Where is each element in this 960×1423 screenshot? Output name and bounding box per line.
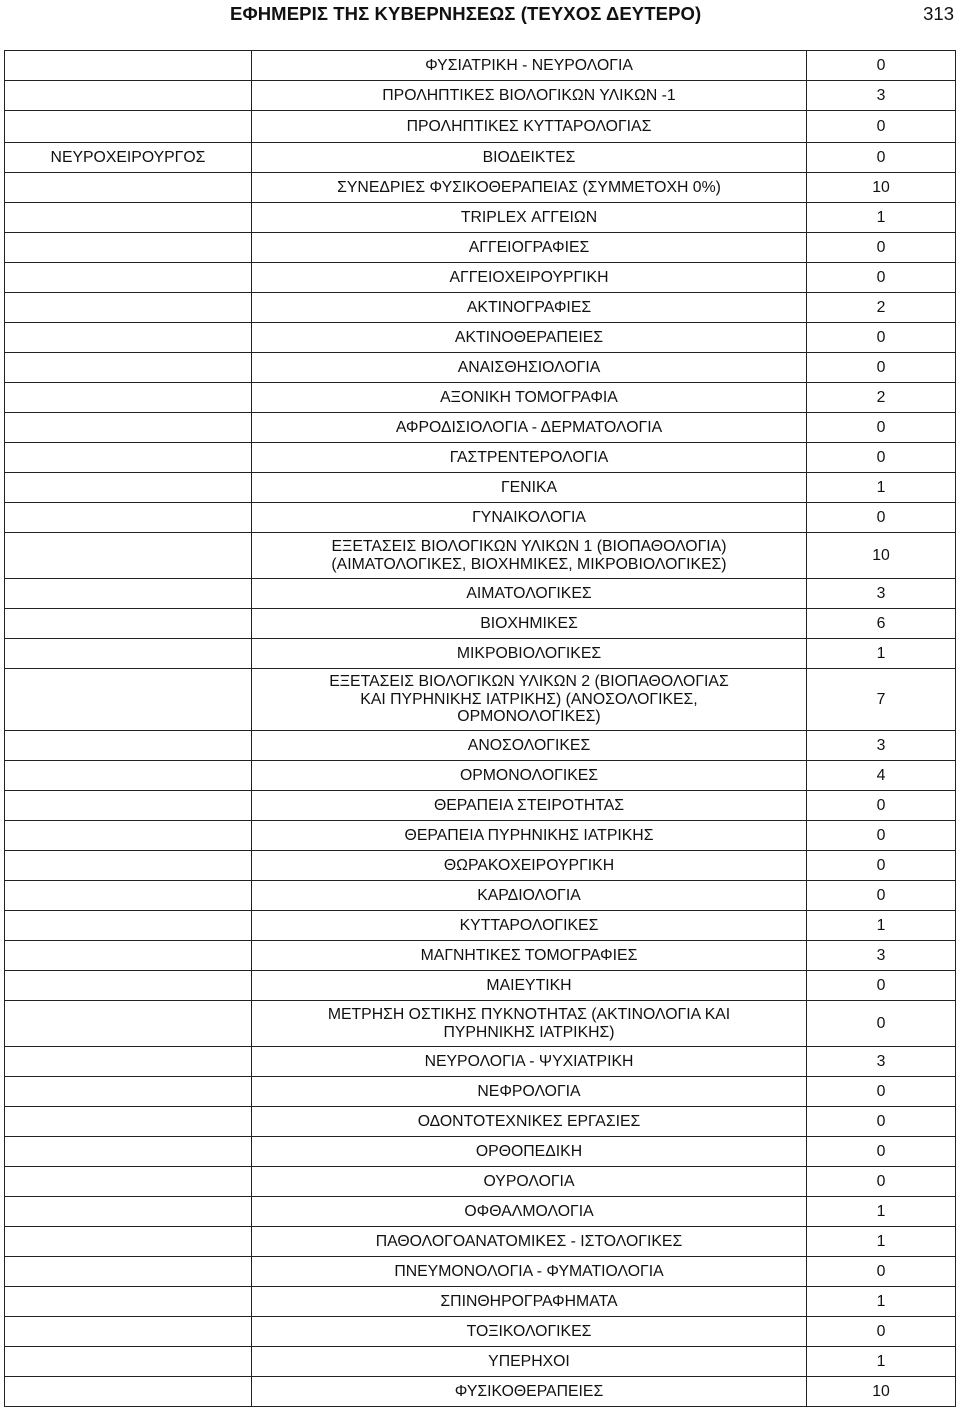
exam-allocation-table	[4, 50, 956, 1407]
table-row	[5, 791, 956, 821]
table-row	[5, 1107, 956, 1137]
exam-cell: ΝΕΥΡΟΛΟΓΙΑ - ΨΥΧΙΑΤΡΙΚΗ	[252, 1047, 807, 1077]
table-row	[5, 233, 956, 263]
table-row	[5, 1001, 956, 1047]
exam-cell: ΣΠΙΝΘΗΡΟΓΡΑΦΗΜΑΤΑ	[252, 1287, 807, 1317]
value-cell: 0	[807, 851, 956, 881]
table-row	[5, 413, 956, 443]
value-cell: 1	[807, 1287, 956, 1317]
value-cell: 0	[807, 821, 956, 851]
exam-cell: ΘΕΡΑΠΕΙΑ ΣΤΕΙΡΟΤΗΤΑΣ	[252, 791, 807, 821]
table-row	[5, 323, 956, 353]
value-cell: 1	[807, 911, 956, 941]
value-cell: 0	[807, 1107, 956, 1137]
specialty-cell	[5, 911, 252, 941]
specialty-cell	[5, 263, 252, 293]
specialty-cell: ΝΕΥΡΟΧΕΙΡΟΥΡΓΟΣ	[5, 143, 252, 173]
exam-cell: TRIPLEX ΑΓΓΕΙΩΝ	[252, 203, 807, 233]
value-cell: 0	[807, 353, 956, 383]
value-cell: 3	[807, 579, 956, 609]
value-cell: 0	[807, 1317, 956, 1347]
specialty-cell	[5, 1047, 252, 1077]
table-row	[5, 731, 956, 761]
value-cell: 3	[807, 941, 956, 971]
exam-cell: ΣΥΝΕΔΡΙΕΣ ΦΥΣΙΚΟΘΕΡΑΠΕΙΑΣ (ΣΥΜΜΕΤΟΧΗ 0%)	[252, 173, 807, 203]
exam-cell: ΑΝΑΙΣΘΗΣΙΟΛΟΓΙΑ	[252, 353, 807, 383]
specialty-cell	[5, 443, 252, 473]
exam-cell: ΝΕΦΡΟΛΟΓΙΑ	[252, 1077, 807, 1107]
specialty-cell	[5, 609, 252, 639]
specialty-cell	[5, 353, 252, 383]
value-cell: 0	[807, 791, 956, 821]
specialty-cell	[5, 1001, 252, 1047]
table-body	[5, 51, 956, 1407]
table-row	[5, 533, 956, 579]
specialty-cell	[5, 323, 252, 353]
table-row	[5, 173, 956, 203]
value-cell: 1	[807, 1347, 956, 1377]
value-cell: 0	[807, 323, 956, 353]
specialty-cell	[5, 1257, 252, 1287]
specialty-cell	[5, 1197, 252, 1227]
table-row	[5, 443, 956, 473]
specialty-cell	[5, 761, 252, 791]
specialty-cell	[5, 1167, 252, 1197]
specialty-cell	[5, 203, 252, 233]
table-row	[5, 1167, 956, 1197]
exam-cell: ΑΚΤΙΝΟΘΕΡΑΠΕΙΕΣ	[252, 323, 807, 353]
exam-cell: ΑΚΤΙΝΟΓΡΑΦΙΕΣ	[252, 293, 807, 323]
value-cell: 3	[807, 1047, 956, 1077]
value-cell: 2	[807, 383, 956, 413]
exam-cell: ΟΡΜΟΝΟΛΟΓΙΚΕΣ	[252, 761, 807, 791]
table-row	[5, 51, 956, 81]
exam-cell: ΜΕΤΡΗΣΗ ΟΣΤΙΚΗΣ ΠΥΚΝΟΤΗΤΑΣ (ΑΚΤΙΝΟΛΟΓΙΑ ΚΑΙ ΠΥΡΗΝΙΚΗΣ ΙΑΤΡΙΚΗΣ)	[252, 1001, 807, 1047]
exam-cell: ΠΝΕΥΜΟΝΟΛΟΓΙΑ - ΦΥΜΑΤΙΟΛΟΓΙΑ	[252, 1257, 807, 1287]
exam-cell: ΑΙΜΑΤΟΛΟΓΙΚΕΣ	[252, 579, 807, 609]
exam-cell: ΤΟΞΙΚΟΛΟΓΙΚΕΣ	[252, 1317, 807, 1347]
page-header	[0, 0, 960, 34]
table-row	[5, 353, 956, 383]
specialty-cell	[5, 1077, 252, 1107]
specialty-cell	[5, 821, 252, 851]
value-cell: 1	[807, 1227, 956, 1257]
table-row	[5, 1287, 956, 1317]
specialty-cell	[5, 383, 252, 413]
specialty-cell	[5, 173, 252, 203]
table-row	[5, 1137, 956, 1167]
value-cell: 0	[807, 881, 956, 911]
table-row	[5, 81, 956, 111]
value-cell: 0	[807, 1137, 956, 1167]
table-row	[5, 293, 956, 323]
table-row	[5, 851, 956, 881]
specialty-cell	[5, 111, 252, 143]
exam-cell: ΓΥΝΑΙΚΟΛΟΓΙΑ	[252, 503, 807, 533]
value-cell: 1	[807, 639, 956, 669]
table-row	[5, 383, 956, 413]
specialty-cell	[5, 971, 252, 1001]
table-row	[5, 1317, 956, 1347]
table-row	[5, 669, 956, 731]
specialty-cell	[5, 791, 252, 821]
exam-cell: ΘΕΡΑΠΕΙΑ ΠΥΡΗΝΙΚΗΣ ΙΑΤΡΙΚΗΣ	[252, 821, 807, 851]
exam-cell: ΦΥΣΙΚΟΘΕΡΑΠΕΙΕΣ	[252, 1377, 807, 1407]
specialty-cell	[5, 1347, 252, 1377]
table-row	[5, 609, 956, 639]
exam-cell: ΥΠΕΡΗΧΟΙ	[252, 1347, 807, 1377]
value-cell: 0	[807, 503, 956, 533]
exam-cell: ΜΑΙΕΥΤΙΚΗ	[252, 971, 807, 1001]
exam-cell: ΟΡΘΟΠΕΔΙΚΗ	[252, 1137, 807, 1167]
value-cell: 0	[807, 971, 956, 1001]
table-row	[5, 1047, 956, 1077]
table-row	[5, 639, 956, 669]
table-row	[5, 111, 956, 143]
specialty-cell	[5, 1377, 252, 1407]
exam-cell: ΑΦΡΟΔΙΣΙΟΛΟΓΙΑ - ΔΕΡΜΑΤΟΛΟΓΙΑ	[252, 413, 807, 443]
table-row	[5, 821, 956, 851]
specialty-cell	[5, 941, 252, 971]
page-number: 313	[923, 3, 954, 24]
value-cell: 0	[807, 233, 956, 263]
exam-cell: ΑΓΓΕΙΟΧΕΙΡΟΥΡΓΙΚΗ	[252, 263, 807, 293]
exam-cell: ΑΞΟΝΙΚΗ ΤΟΜΟΓΡΑΦΙΑ	[252, 383, 807, 413]
exam-cell: ΟΥΡΟΛΟΓΙΑ	[252, 1167, 807, 1197]
exam-cell: ΑΝΟΣΟΛΟΓΙΚΕΣ	[252, 731, 807, 761]
specialty-cell	[5, 639, 252, 669]
specialty-cell	[5, 473, 252, 503]
table-row	[5, 941, 956, 971]
exam-cell: ΕΞΕΤΑΣΕΙΣ ΒΙΟΛΟΓΙΚΩΝ ΥΛΙΚΩΝ 1 (ΒΙΟΠΑΘΟΛΟΓΙΑ) (ΑΙΜΑΤΟΛΟΓΙΚΕΣ, ΒΙΟΧΗΜΙΚΕΣ, ΜΙΚΡΟΒΙΟΛΟΓΙΚΕΣ)	[252, 533, 807, 579]
exam-cell: ΒΙΟΧΗΜΙΚΕΣ	[252, 609, 807, 639]
value-cell: 1	[807, 473, 956, 503]
table-row	[5, 971, 956, 1001]
value-cell: 1	[807, 203, 956, 233]
exam-cell: ΟΦΘΑΛΜΟΛΟΓΙΑ	[252, 1197, 807, 1227]
exam-cell: ΚΑΡΔΙΟΛΟΓΙΑ	[252, 881, 807, 911]
value-cell: 0	[807, 263, 956, 293]
table-row	[5, 1227, 956, 1257]
exam-cell: ΓΑΣΤΡΕΝΤΕΡΟΛΟΓΙΑ	[252, 443, 807, 473]
table-row	[5, 1347, 956, 1377]
value-cell: 0	[807, 413, 956, 443]
table-row	[5, 881, 956, 911]
value-cell: 10	[807, 1377, 956, 1407]
value-cell: 0	[807, 443, 956, 473]
value-cell: 0	[807, 143, 956, 173]
specialty-cell	[5, 293, 252, 323]
value-cell: 1	[807, 1197, 956, 1227]
table-row	[5, 473, 956, 503]
specialty-cell	[5, 81, 252, 111]
specialty-cell	[5, 533, 252, 579]
value-cell: 2	[807, 293, 956, 323]
table-row	[5, 263, 956, 293]
value-cell: 3	[807, 731, 956, 761]
specialty-cell	[5, 1287, 252, 1317]
table-row	[5, 1377, 956, 1407]
table-row	[5, 911, 956, 941]
value-cell: 0	[807, 111, 956, 143]
specialty-cell	[5, 51, 252, 81]
specialty-cell	[5, 503, 252, 533]
value-cell: 0	[807, 51, 956, 81]
specialty-cell	[5, 413, 252, 443]
specialty-cell	[5, 669, 252, 731]
value-cell: 0	[807, 1077, 956, 1107]
gazette-title: ΕΦΗΜΕΡΙΣ ΤΗΣ ΚΥΒΕΡΝΗΣΕΩΣ (ΤΕΥΧΟΣ ΔΕΥΤΕΡΟ)	[230, 3, 702, 24]
value-cell: 4	[807, 761, 956, 791]
table-row	[5, 203, 956, 233]
value-cell: 3	[807, 81, 956, 111]
specialty-cell	[5, 1107, 252, 1137]
value-cell: 0	[807, 1257, 956, 1287]
exam-cell: ΦΥΣΙΑΤΡΙΚΗ - ΝΕΥΡΟΛΟΓΙΑ	[252, 51, 807, 81]
table-row	[5, 143, 956, 173]
specialty-cell	[5, 731, 252, 761]
specialty-cell	[5, 1317, 252, 1347]
table-row	[5, 1077, 956, 1107]
value-cell: 0	[807, 1167, 956, 1197]
specialty-cell	[5, 579, 252, 609]
exam-cell: ΘΩΡΑΚΟΧΕΙΡΟΥΡΓΙΚΗ	[252, 851, 807, 881]
exam-cell: ΕΞΕΤΑΣΕΙΣ ΒΙΟΛΟΓΙΚΩΝ ΥΛΙΚΩΝ 2 (ΒΙΟΠΑΘΟΛΟΓΙΑΣ ΚΑΙ ΠΥΡΗΝΙΚΗΣ ΙΑΤΡΙΚΗΣ) (ΑΝΟΣΟΛΟΓΙΚΕΣ, ΟΡΜΟΝΟΛΟΓΙΚΕΣ)	[252, 669, 807, 731]
exam-cell: ΒΙΟΔΕΙΚΤΕΣ	[252, 143, 807, 173]
value-cell: 6	[807, 609, 956, 639]
exam-cell: ΓΕΝΙΚΑ	[252, 473, 807, 503]
exam-cell: ΠΑΘΟΛΟΓΟΑΝΑΤΟΜΙΚΕΣ - ΙΣΤΟΛΟΓΙΚΕΣ	[252, 1227, 807, 1257]
table-row	[5, 579, 956, 609]
table-row	[5, 761, 956, 791]
table-row	[5, 1257, 956, 1287]
exam-cell: ΠΡΟΛΗΠΤΙΚΕΣ ΒΙΟΛΟΓΙΚΩΝ ΥΛΙΚΩΝ -1	[252, 81, 807, 111]
exam-cell: ΟΔΟΝΤΟΤΕΧΝΙΚΕΣ ΕΡΓΑΣΙΕΣ	[252, 1107, 807, 1137]
exam-cell: ΑΓΓΕΙΟΓΡΑΦΙΕΣ	[252, 233, 807, 263]
value-cell: 10	[807, 533, 956, 579]
specialty-cell	[5, 1137, 252, 1167]
exam-cell: ΠΡΟΛΗΠΤΙΚΕΣ ΚΥΤΤΑΡΟΛΟΓΙΑΣ	[252, 111, 807, 143]
specialty-cell	[5, 851, 252, 881]
table-row	[5, 503, 956, 533]
specialty-cell	[5, 1227, 252, 1257]
value-cell: 0	[807, 1001, 956, 1047]
exam-cell: ΜΑΓΝΗΤΙΚΕΣ ΤΟΜΟΓΡΑΦΙΕΣ	[252, 941, 807, 971]
value-cell: 7	[807, 669, 956, 731]
exam-cell: ΚΥΤΤΑΡΟΛΟΓΙΚΕΣ	[252, 911, 807, 941]
exam-cell: ΜΙΚΡΟΒΙΟΛΟΓΙΚΕΣ	[252, 639, 807, 669]
table-row	[5, 1197, 956, 1227]
value-cell: 10	[807, 173, 956, 203]
specialty-cell	[5, 233, 252, 263]
specialty-cell	[5, 881, 252, 911]
